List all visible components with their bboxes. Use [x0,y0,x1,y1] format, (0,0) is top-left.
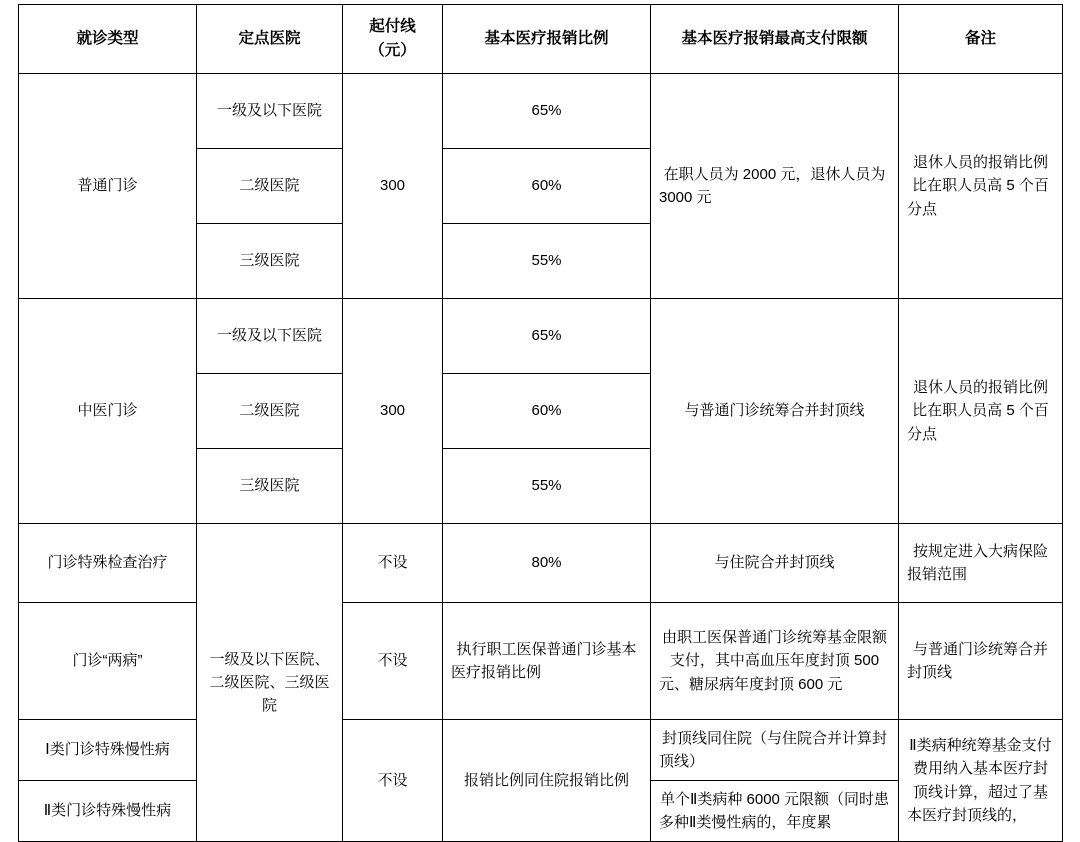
cell-ratio-level2-tcm: 60% [443,374,651,449]
cell-hospital-group-all: 一级及以下医院、二级医院、三级医院 [197,524,343,842]
cell-hospital-level1-tcm: 一级及以下医院 [197,299,343,374]
header-row [19,5,1063,74]
cell-deductible-chronic: 不设 [343,720,443,842]
cell-visit-type-chronic-class2: Ⅱ类门诊特殊慢性病 [19,781,197,842]
cell-cap-general: 在职人员为 2000 元，退休人员为 3000 元 [651,74,899,299]
cell-deductible-two-diseases: 不设 [343,603,443,720]
table-row [19,603,1063,720]
cell-ratio-special-exam: 80% [443,524,651,603]
cell-hospital-level3-general: 三级医院 [197,224,343,299]
cell-note-general: 退休人员的报销比例比在职人员高 5 个百分点 [899,74,1063,299]
cell-deductible-general: 300 [343,74,443,299]
table-row [19,720,1063,781]
cell-cap-special-exam: 与住院合并封顶线 [651,524,899,603]
table-body [19,74,1063,842]
cell-note-tcm: 退休人员的报销比例比在职人员高 5 个百分点 [899,299,1063,524]
cell-ratio-chronic: 报销比例同住院报销比例 [443,720,651,842]
cell-cap-tcm: 与普通门诊统筹合并封顶线 [651,299,899,524]
cell-cap-chronic-class2: 单个Ⅱ类病种 6000 元限额（同时患多种Ⅱ类慢性病的，年度累 [651,781,899,842]
cell-visit-type-two-diseases: 门诊“两病” [19,603,197,720]
cell-ratio-two-diseases: 执行职工医保普通门诊基本医疗报销比例 [443,603,651,720]
cell-visit-type-special-exam: 门诊特殊检查治疗 [19,524,197,603]
cell-visit-type-chronic-class1: Ⅰ类门诊特殊慢性病 [19,720,197,781]
table-row [19,524,1063,603]
cell-ratio-level1-general: 65% [443,74,651,149]
cell-cap-chronic-class1: 封顶线同住院（与住院合并计算封顶线） [651,720,899,781]
header-deductible-line2: （元） [369,42,416,60]
cell-visit-type-tcm-outpatient: 中医门诊 [19,299,197,524]
cell-ratio-level1-tcm: 65% [443,299,651,374]
table-header [19,5,1063,74]
table-row [19,299,1063,374]
cell-cap-two-diseases: 由职工医保普通门诊统筹基金限额支付，其中高血压年度封顶 500 元、糖尿病年度封顶 600 元 [651,603,899,720]
header-deductible [343,5,443,74]
cell-note-chronic: Ⅱ类病种统筹基金支付费用纳入基本医疗封顶线计算，超过了基本医疗封顶线的， [899,720,1063,842]
header-max-payment-limit: 基本医疗报销最高支付限额 [651,5,899,74]
medical-reimbursement-table [18,4,1063,842]
header-reimbursement-ratio: 基本医疗报销比例 [443,5,651,74]
cell-deductible-tcm: 300 [343,299,443,524]
cell-ratio-level3-general: 55% [443,224,651,299]
document-page [0,4,1080,832]
header-remarks: 备注 [899,5,1063,74]
cell-visit-type-general-outpatient: 普通门诊 [19,74,197,299]
cell-hospital-level3-tcm: 三级医院 [197,449,343,524]
cell-note-two-diseases: 与普通门诊统筹合并封顶线 [899,603,1063,720]
header-visit-type: 就诊类型 [19,5,197,74]
cell-hospital-level2-general: 二级医院 [197,149,343,224]
cell-deductible-special-exam: 不设 [343,524,443,603]
cell-note-special-exam: 按规定进入大病保险报销范围 [899,524,1063,603]
header-designated-hospital: 定点医院 [197,5,343,74]
cell-ratio-level3-tcm: 55% [443,449,651,524]
cell-hospital-level1-general: 一级及以下医院 [197,74,343,149]
table-row [19,74,1063,149]
cell-ratio-level2-general: 60% [443,149,651,224]
cell-hospital-level2-tcm: 二级医院 [197,374,343,449]
header-deductible-line1: 起付线 [369,18,416,35]
